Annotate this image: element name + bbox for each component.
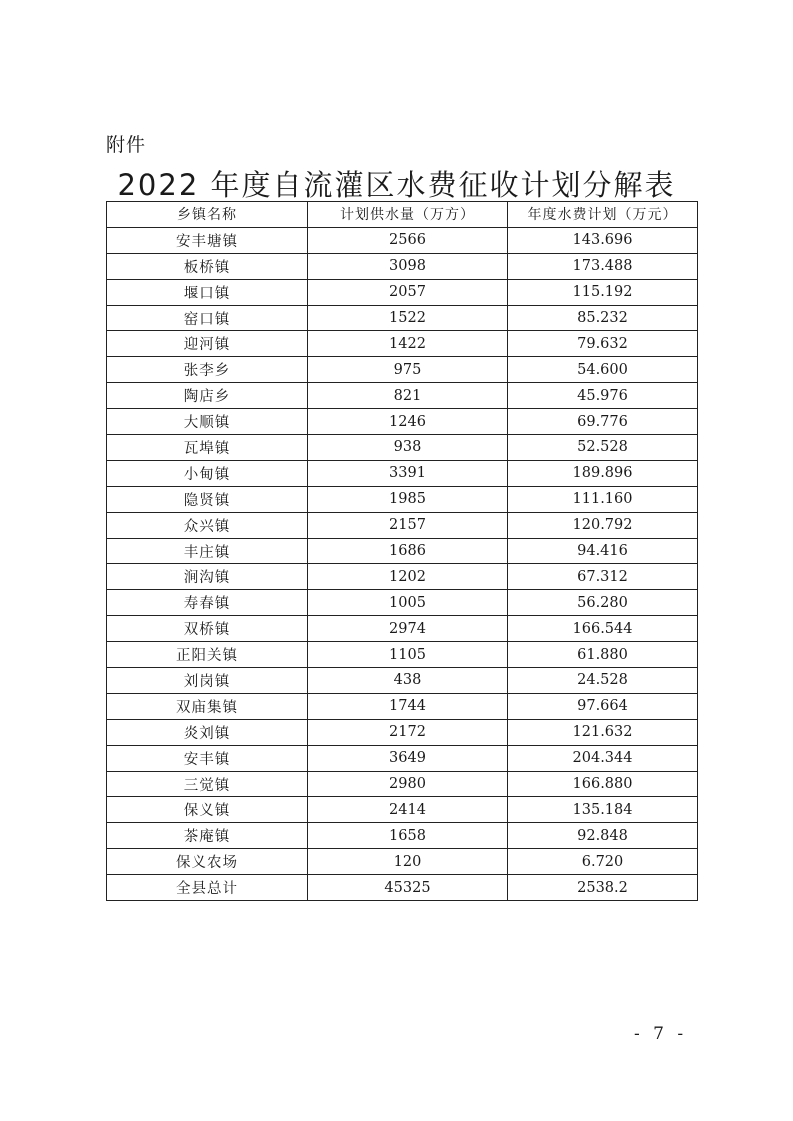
table-row bbox=[107, 435, 698, 461]
page-number: - 7 - bbox=[634, 1024, 688, 1044]
town-name-cell: 众兴镇 bbox=[107, 512, 308, 538]
annual-fee-cell: 204.344 bbox=[508, 745, 698, 771]
planned-water-cell: 938 bbox=[308, 435, 508, 461]
table-row bbox=[107, 486, 698, 512]
table-row bbox=[107, 771, 698, 797]
annual-fee-cell: 166.544 bbox=[508, 616, 698, 642]
planned-water-cell: 1744 bbox=[308, 693, 508, 719]
annual-fee-cell: 52.528 bbox=[508, 435, 698, 461]
town-name-cell: 板桥镇 bbox=[107, 253, 308, 279]
annual-fee-cell: 94.416 bbox=[508, 538, 698, 564]
town-name-cell: 窑口镇 bbox=[107, 305, 308, 331]
table-row bbox=[107, 849, 698, 875]
table-header-row bbox=[107, 202, 698, 228]
planned-water-cell: 2566 bbox=[308, 227, 508, 253]
annual-fee-cell: 79.632 bbox=[508, 331, 698, 357]
table-body bbox=[107, 227, 698, 900]
town-name-cell: 迎河镇 bbox=[107, 331, 308, 357]
planned-water-cell: 1658 bbox=[308, 823, 508, 849]
table-row bbox=[107, 409, 698, 435]
town-name-cell: 安丰镇 bbox=[107, 745, 308, 771]
planned-water-cell: 2057 bbox=[308, 279, 508, 305]
document-title: 2022 年度自流灌区水费征收计划分解表 bbox=[117, 168, 676, 202]
table-total-row bbox=[107, 875, 698, 901]
table-row bbox=[107, 797, 698, 823]
planned-water-cell: 2172 bbox=[308, 719, 508, 745]
table-row bbox=[107, 305, 698, 331]
planned-water-cell: 3098 bbox=[308, 253, 508, 279]
town-name-cell: 茶庵镇 bbox=[107, 823, 308, 849]
planned-water-cell: 821 bbox=[308, 383, 508, 409]
town-name-cell: 保义镇 bbox=[107, 797, 308, 823]
table-row bbox=[107, 383, 698, 409]
table-row bbox=[107, 253, 698, 279]
table-row bbox=[107, 331, 698, 357]
town-name-cell: 涧沟镇 bbox=[107, 564, 308, 590]
town-name-cell: 小甸镇 bbox=[107, 460, 308, 486]
town-name-cell: 瓦埠镇 bbox=[107, 435, 308, 461]
table-row bbox=[107, 668, 698, 694]
town-name-cell: 双庙集镇 bbox=[107, 693, 308, 719]
planned-water-cell: 1202 bbox=[308, 564, 508, 590]
header-annual-fee-plan: 年度水费计划（万元） bbox=[508, 202, 698, 228]
annual-fee-cell: 45.976 bbox=[508, 383, 698, 409]
annual-fee-cell: 120.792 bbox=[508, 512, 698, 538]
water-fee-table bbox=[106, 201, 698, 901]
annual-fee-cell: 69.776 bbox=[508, 409, 698, 435]
town-name-cell: 全县总计 bbox=[107, 875, 308, 901]
planned-water-cell: 1686 bbox=[308, 538, 508, 564]
table-row bbox=[107, 823, 698, 849]
town-name-cell: 保义农场 bbox=[107, 849, 308, 875]
planned-water-cell: 2414 bbox=[308, 797, 508, 823]
table-row bbox=[107, 564, 698, 590]
annual-fee-cell: 54.600 bbox=[508, 357, 698, 383]
annual-fee-cell: 24.528 bbox=[508, 668, 698, 694]
annual-fee-cell: 166.880 bbox=[508, 771, 698, 797]
planned-water-cell: 1246 bbox=[308, 409, 508, 435]
planned-water-cell: 3391 bbox=[308, 460, 508, 486]
planned-water-cell: 1422 bbox=[308, 331, 508, 357]
planned-water-cell: 1005 bbox=[308, 590, 508, 616]
annual-fee-cell: 67.312 bbox=[508, 564, 698, 590]
table-row bbox=[107, 357, 698, 383]
planned-water-cell: 1522 bbox=[308, 305, 508, 331]
town-name-cell: 安丰塘镇 bbox=[107, 227, 308, 253]
planned-water-cell: 1105 bbox=[308, 642, 508, 668]
town-name-cell: 正阳关镇 bbox=[107, 642, 308, 668]
annual-fee-cell: 121.632 bbox=[508, 719, 698, 745]
annual-fee-cell: 2538.2 bbox=[508, 875, 698, 901]
annual-fee-cell: 189.896 bbox=[508, 460, 698, 486]
planned-water-cell: 3649 bbox=[308, 745, 508, 771]
town-name-cell: 三觉镇 bbox=[107, 771, 308, 797]
annual-fee-cell: 6.720 bbox=[508, 849, 698, 875]
town-name-cell: 炎刘镇 bbox=[107, 719, 308, 745]
table-row bbox=[107, 538, 698, 564]
town-name-cell: 隐贤镇 bbox=[107, 486, 308, 512]
annual-fee-cell: 56.280 bbox=[508, 590, 698, 616]
town-name-cell: 双桥镇 bbox=[107, 616, 308, 642]
annual-fee-cell: 85.232 bbox=[508, 305, 698, 331]
table-row bbox=[107, 227, 698, 253]
planned-water-cell: 1985 bbox=[308, 486, 508, 512]
table-row bbox=[107, 460, 698, 486]
table-row bbox=[107, 279, 698, 305]
table-row bbox=[107, 590, 698, 616]
annual-fee-cell: 143.696 bbox=[508, 227, 698, 253]
table-row bbox=[107, 512, 698, 538]
annual-fee-cell: 173.488 bbox=[508, 253, 698, 279]
town-name-cell: 寿春镇 bbox=[107, 590, 308, 616]
header-town-name: 乡镇名称 bbox=[107, 202, 308, 228]
table-row bbox=[107, 693, 698, 719]
table-row bbox=[107, 745, 698, 771]
annual-fee-cell: 92.848 bbox=[508, 823, 698, 849]
town-name-cell: 大顺镇 bbox=[107, 409, 308, 435]
planned-water-cell: 2157 bbox=[308, 512, 508, 538]
planned-water-cell: 2980 bbox=[308, 771, 508, 797]
annual-fee-cell: 97.664 bbox=[508, 693, 698, 719]
table-row bbox=[107, 642, 698, 668]
table-row bbox=[107, 616, 698, 642]
planned-water-cell: 45325 bbox=[308, 875, 508, 901]
town-name-cell: 陶店乡 bbox=[107, 383, 308, 409]
attachment-label: 附件 bbox=[106, 134, 147, 156]
town-name-cell: 张李乡 bbox=[107, 357, 308, 383]
header-planned-water-supply: 计划供水量（万方） bbox=[308, 202, 508, 228]
town-name-cell: 丰庄镇 bbox=[107, 538, 308, 564]
annual-fee-cell: 135.184 bbox=[508, 797, 698, 823]
town-name-cell: 刘岗镇 bbox=[107, 668, 308, 694]
planned-water-cell: 975 bbox=[308, 357, 508, 383]
planned-water-cell: 2974 bbox=[308, 616, 508, 642]
table-row bbox=[107, 719, 698, 745]
planned-water-cell: 438 bbox=[308, 668, 508, 694]
annual-fee-cell: 61.880 bbox=[508, 642, 698, 668]
planned-water-cell: 120 bbox=[308, 849, 508, 875]
annual-fee-cell: 115.192 bbox=[508, 279, 698, 305]
annual-fee-cell: 111.160 bbox=[508, 486, 698, 512]
town-name-cell: 堰口镇 bbox=[107, 279, 308, 305]
